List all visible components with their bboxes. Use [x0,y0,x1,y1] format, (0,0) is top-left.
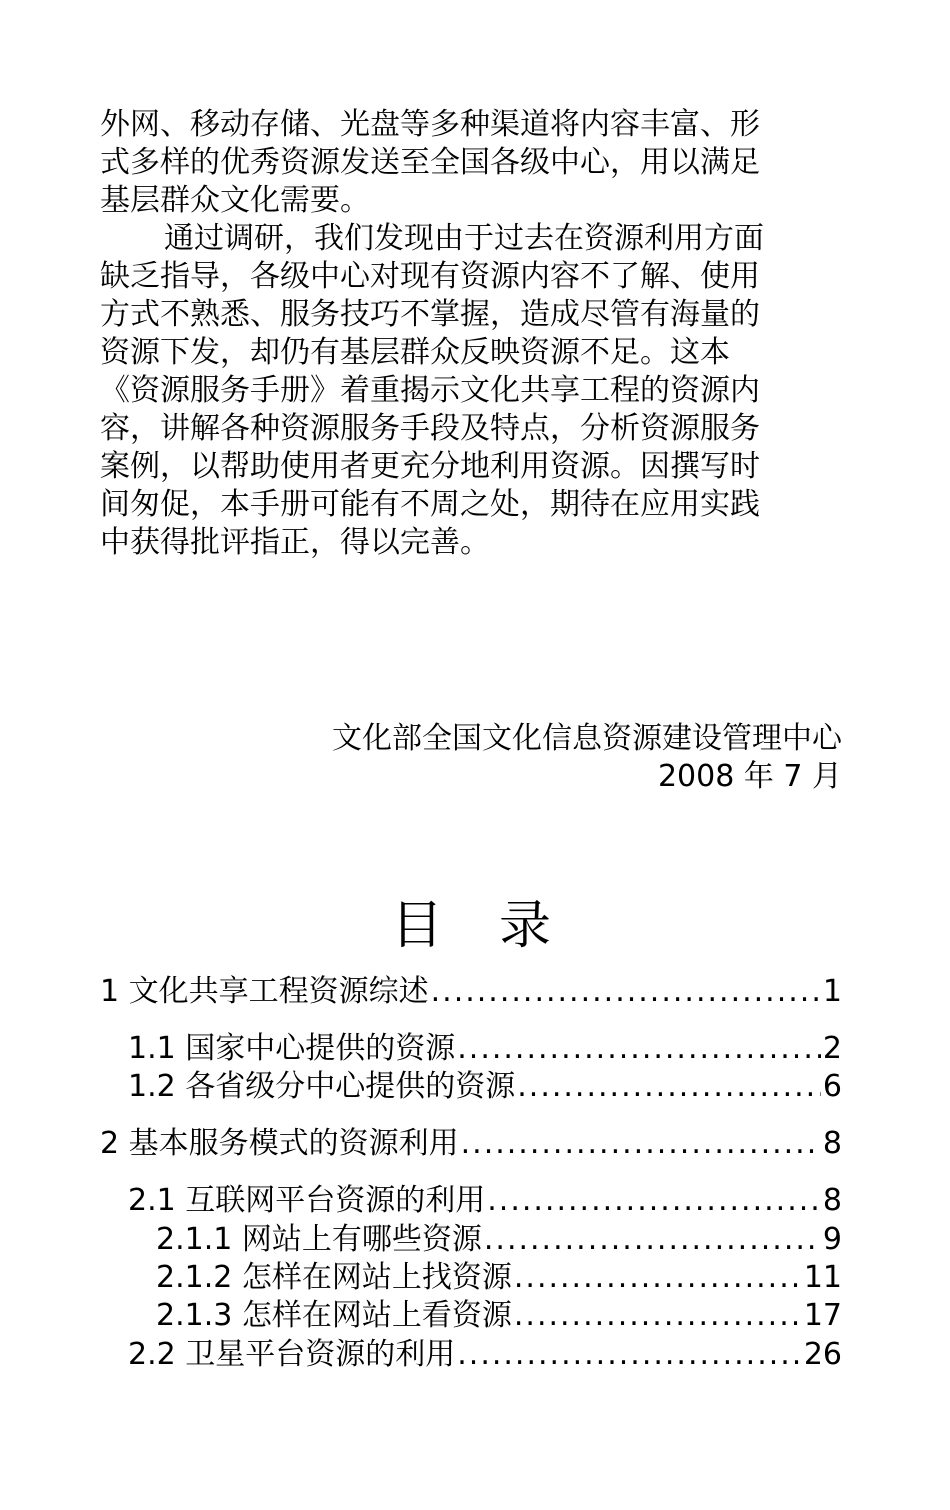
toc-page-number: 9 [822,1222,842,1257]
toc-page-number: 8 [822,1126,842,1161]
toc-entry[interactable] [128,1336,842,1374]
toc-page-number: 1 [822,974,842,1009]
toc-leader-dots [457,1336,802,1374]
toc-leader-dots [461,1125,821,1163]
paragraph-line: 容，讲解各种资源服务手段及特点，分析资源服务 [100,411,760,446]
toc-entry-label: 1.1 国家中心提供的资源 [128,1031,456,1066]
toc-entry-label: 1 文化共享工程资源综述 [100,974,429,1009]
paragraph-line: 《资源服务手册》着重揭示文化共享工程的资源内 [100,373,760,408]
paragraph-line: 中获得批评指正，得以完善。 [100,525,490,560]
toc-leader-dots [431,973,821,1011]
toc-entry-label: 2.2 卫星平台资源的利用 [128,1337,456,1372]
toc-page-number: 11 [803,1260,842,1295]
paragraph-line: 基层群众文化需要。 [100,183,370,218]
toc-leader-dots [484,1221,821,1259]
toc-entry[interactable] [100,973,842,1011]
toc-entry-label: 2 基本服务模式的资源利用 [100,1126,459,1161]
toc-entry-label: 2.1.1 网站上有哪些资源 [156,1222,482,1257]
toc-entry-label: 2.1 互联网平台资源的利用 [128,1183,486,1218]
toc-entry[interactable] [156,1221,842,1259]
toc-entry-label: 2.1.2 怎样在网站上找资源 [156,1260,512,1295]
paragraph-line: 方式不熟悉、服务技巧不掌握，造成尽管有海量的 [100,297,760,332]
toc-leader-dots [487,1182,821,1220]
toc-page-number: 26 [803,1337,842,1372]
toc-page-number: 2 [822,1031,842,1066]
document-page [100,0,842,1510]
toc-leader-dots [517,1068,821,1106]
paragraph-line: 式多样的优秀资源发送至全国各级中心，用以满足 [100,145,760,180]
toc-entry-label: 2.1.3 怎样在网站上看资源 [156,1298,512,1333]
toc-entry-label: 1.2 各省级分中心提供的资源 [128,1069,516,1104]
preface-paragraph-1 [100,106,842,220]
toc-page-number: 6 [822,1069,842,1104]
toc-entry[interactable] [128,1030,842,1068]
paragraph-line: 案例，以帮助使用者更充分地利用资源。因撰写时 [100,449,760,484]
toc-leader-dots [514,1297,802,1335]
toc-leader-dots [514,1259,802,1297]
toc-title: 目录 [390,896,607,956]
signature-organization: 文化部全国文化信息资源建设管理中心 [332,721,842,756]
paragraph-line: 缺乏指导，各级中心对现有资源内容不了解、使用 [100,259,760,294]
paragraph-line: 资源下发，却仍有基层群众反映资源不足。这本 [100,335,730,370]
toc-entry[interactable] [128,1182,842,1220]
signature-date: 2008 年 7 月 [657,759,842,794]
toc-page-number: 8 [822,1183,842,1218]
paragraph-line: 通过调研，我们发现由于过去在资源利用方面 [164,221,764,256]
paragraph-line: 外网、移动存储、光盘等多种渠道将内容丰富、形 [100,107,760,142]
toc-entry[interactable] [100,1125,842,1163]
toc-leader-dots [457,1030,821,1068]
preface-paragraph-2 [100,220,842,562]
toc-entry[interactable] [128,1068,842,1106]
paragraph-line: 间匆促，本手册可能有不周之处，期待在应用实践 [100,487,760,522]
toc-entry[interactable] [156,1297,842,1335]
toc-entry[interactable] [156,1259,842,1297]
toc-page-number: 17 [803,1298,842,1333]
